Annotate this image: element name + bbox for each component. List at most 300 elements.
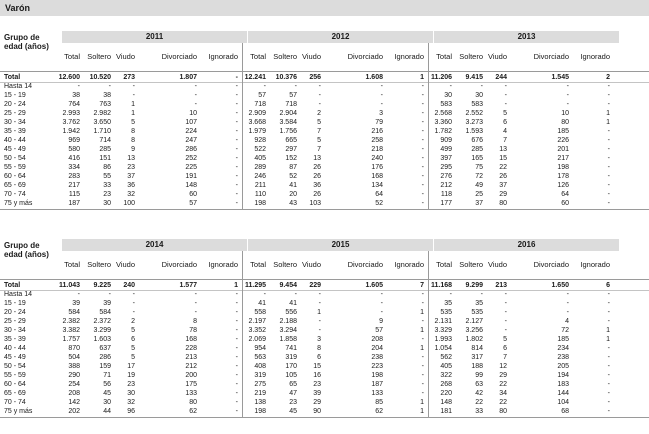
table-cell: 19 <box>127 372 135 379</box>
table-cell: 1.593 <box>465 128 483 135</box>
table-cell: - <box>235 345 238 352</box>
table-cell: 225 <box>185 164 197 171</box>
table-cell: 47 <box>289 390 297 397</box>
age-group-label: 25 - 29 <box>4 110 26 117</box>
table-cell: 62 <box>189 408 197 415</box>
column-header: Ignorado <box>208 260 238 269</box>
table-cell: - <box>132 309 135 316</box>
table-cell: 285 <box>471 146 483 153</box>
table-cell: 676 <box>471 137 483 144</box>
table-cell: 7 <box>420 282 424 289</box>
table-cell: 2.188 <box>279 318 297 325</box>
table-cell: 118 <box>440 191 452 198</box>
table-cell: 1.993 <box>434 336 452 343</box>
table-cell: - <box>235 399 238 406</box>
table-cell: - <box>607 399 610 406</box>
table-cell: 80 <box>189 399 197 406</box>
table-cell: 218 <box>371 146 383 153</box>
table-cell: - <box>318 101 321 108</box>
column-header: Divorciado <box>161 52 197 61</box>
table-cell: 13 <box>499 146 507 153</box>
age-group-label: 35 - 39 <box>4 128 26 135</box>
table-cell: - <box>566 300 569 307</box>
table-cell: 584 <box>99 309 111 316</box>
table-cell: 23 <box>127 381 135 388</box>
table-cell: - <box>421 381 424 388</box>
table-cell: 205 <box>557 363 569 370</box>
table-cell: - <box>318 92 321 99</box>
table-cell: - <box>235 372 238 379</box>
table-cell: 32 <box>127 399 135 406</box>
table-cell: 23 <box>103 191 111 198</box>
table-cell: - <box>504 318 507 325</box>
table-cell: 580 <box>68 146 80 153</box>
table-cell: - <box>607 182 610 189</box>
table-cell: 6 <box>503 119 507 126</box>
table-cell: 295 <box>440 164 452 171</box>
column-header: Total <box>436 260 452 269</box>
age-group-label: 15 - 19 <box>4 92 26 99</box>
table-cell: 212 <box>440 182 452 189</box>
table-cell: 2.904 <box>279 110 297 117</box>
table-cell: - <box>194 291 197 298</box>
table-cell: 3.584 <box>279 119 297 126</box>
table-cell: 9 <box>379 318 383 325</box>
table-cell: - <box>132 291 135 298</box>
table-cell: 244 <box>495 74 507 81</box>
table-cell: 7 <box>503 354 507 361</box>
table-cell: 96 <box>127 408 135 415</box>
table-cell: - <box>235 354 238 361</box>
table-cell: - <box>318 318 321 325</box>
table-cell: - <box>235 363 238 370</box>
table-cell: 183 <box>557 381 569 388</box>
table-cell: - <box>235 173 238 180</box>
table-cell: 5 <box>317 137 321 144</box>
table-cell: 504 <box>68 354 80 361</box>
table-cell: 198 <box>557 164 569 171</box>
age-group-label: Hasta 14 <box>4 83 33 90</box>
table-cell: 87 <box>289 164 297 171</box>
table-cell: - <box>235 101 238 108</box>
column-header: Viudo <box>487 260 507 269</box>
column-header: Ignorado <box>580 52 610 61</box>
table-cell: 2.993 <box>62 110 80 117</box>
table-cell: - <box>318 83 321 90</box>
table-cell: 9.415 <box>465 74 483 81</box>
table-cell: - <box>421 137 424 144</box>
table-cell: 240 <box>371 155 383 162</box>
table-cell: 213 <box>185 354 197 361</box>
table-cell: 23 <box>127 164 135 171</box>
table-cell: 11.206 <box>430 74 452 81</box>
table-cell: 718 <box>285 101 297 108</box>
table-cell: 405 <box>440 363 452 370</box>
age-group-label: 35 - 39 <box>4 336 26 343</box>
table-cell: 870 <box>68 345 80 352</box>
table-cell: 198 <box>254 200 266 207</box>
age-group-header: Grupo de edad (años) <box>4 241 49 259</box>
table-cell: 22 <box>499 399 507 406</box>
table-cell: 3.668 <box>248 119 266 126</box>
table-cell: 322 <box>440 372 452 379</box>
table-cell: - <box>607 300 610 307</box>
table-cell: 201 <box>557 146 569 153</box>
table-cell: 115 <box>68 191 80 198</box>
table-cell: 80 <box>561 119 569 126</box>
block-separator <box>242 43 243 209</box>
table-cell: 12.241 <box>244 74 266 81</box>
age-group-label: 30 - 34 <box>4 327 26 334</box>
table-cell: 1 <box>606 327 610 334</box>
table-cell: 238 <box>557 354 569 361</box>
table-cell: - <box>607 381 610 388</box>
table-cell: 38 <box>103 92 111 99</box>
table-cell: 211 <box>254 182 266 189</box>
table-cell: - <box>318 300 321 307</box>
table-cell: 57 <box>375 327 383 334</box>
age-group-label: 40 - 44 <box>4 345 26 352</box>
column-header: Total <box>250 260 266 269</box>
table-cell: 33 <box>103 182 111 189</box>
table-cell: 969 <box>68 137 80 144</box>
table-cell: - <box>235 191 238 198</box>
table-cell: 176 <box>371 164 383 171</box>
table-cell: 107 <box>185 119 197 126</box>
table-cell: - <box>607 345 610 352</box>
table-cell: - <box>235 309 238 316</box>
table-cell: 246 <box>254 173 266 180</box>
table-cell: 584 <box>68 309 80 316</box>
table-cell: 12.600 <box>58 74 80 81</box>
table-cell: 408 <box>254 363 266 370</box>
table-cell: 1.710 <box>93 128 111 135</box>
table-cell: 285 <box>99 146 111 153</box>
table-cell: - <box>235 390 238 397</box>
column-header: Total <box>64 52 80 61</box>
table-cell: 247 <box>185 137 197 144</box>
table-cell: 105 <box>285 372 297 379</box>
table-cell: - <box>235 119 238 126</box>
table-cell: 718 <box>254 101 266 108</box>
table-cell: 86 <box>103 164 111 171</box>
column-header: Viudo <box>115 52 135 61</box>
table-cell: - <box>235 327 238 334</box>
table-cell: - <box>132 300 135 307</box>
table-cell: - <box>235 83 238 90</box>
table-cell: 104 <box>557 399 569 406</box>
table-cell: 3.294 <box>279 327 297 334</box>
table-cell: - <box>194 92 197 99</box>
year-header: 2015 <box>248 239 433 251</box>
table-cell: 5 <box>131 354 135 361</box>
table-cell: 2.568 <box>434 110 452 117</box>
age-group-label: 60 - 64 <box>4 381 26 388</box>
table-cell: - <box>566 92 569 99</box>
table-cell: 319 <box>254 372 266 379</box>
table-cell: 2 <box>131 318 135 325</box>
table-cell: 25 <box>475 191 483 198</box>
table-cell: - <box>566 309 569 316</box>
table-cell: - <box>380 309 383 316</box>
table-cell: - <box>607 318 610 325</box>
table-cell: 665 <box>285 137 297 144</box>
table-cell: 5 <box>131 327 135 334</box>
table-cell: 8 <box>131 128 135 135</box>
table-cell: - <box>421 318 424 325</box>
table-cell: 1.802 <box>465 336 483 343</box>
table-cell: 556 <box>285 309 297 316</box>
table-cell: 1.054 <box>434 345 452 352</box>
table-cell: - <box>607 146 610 153</box>
table-cell: 30 <box>444 92 452 99</box>
column-header: Soltero <box>459 52 483 61</box>
age-group-label: 25 - 29 <box>4 318 26 325</box>
year-header: 2012 <box>248 31 433 43</box>
table-cell: 26 <box>313 191 321 198</box>
table-cell: 63 <box>475 381 483 388</box>
panel-bottom-line <box>0 209 649 210</box>
table-cell: 11.168 <box>430 282 452 289</box>
age-group-label: 30 - 34 <box>4 119 26 126</box>
table-cell: - <box>421 146 424 153</box>
table-cell: 5 <box>503 110 507 117</box>
table-cell: 1.603 <box>93 336 111 343</box>
table-cell: 6 <box>317 354 321 361</box>
table-cell: 334 <box>68 164 80 171</box>
table-cell: 9.299 <box>465 282 483 289</box>
table-cell: 26 <box>313 173 321 180</box>
table-cell: - <box>235 146 238 153</box>
table-cell: 583 <box>471 101 483 108</box>
table-cell: 133 <box>185 390 197 397</box>
table-cell: - <box>194 83 197 90</box>
table-cell: 30 <box>103 399 111 406</box>
table-cell: 208 <box>371 336 383 343</box>
table-cell: - <box>480 83 483 90</box>
table-cell: 170 <box>285 363 297 370</box>
table-cell: 12 <box>499 363 507 370</box>
table-cell: 3.299 <box>93 327 111 334</box>
table-cell: 208 <box>68 390 80 397</box>
table-cell: 1 <box>420 74 424 81</box>
table-cell: 100 <box>123 200 135 207</box>
table-cell: 1 <box>606 110 610 117</box>
table-cell: - <box>235 164 238 171</box>
table-cell: 1.942 <box>62 128 80 135</box>
table-cell: - <box>235 408 238 415</box>
table-cell: 188 <box>471 363 483 370</box>
table-cell: 2 <box>606 74 610 81</box>
age-group-header: Grupo de edad (años) <box>4 33 49 51</box>
table-cell: 2.127 <box>465 318 483 325</box>
table-cell: 3.360 <box>434 119 452 126</box>
table-cell: 30 <box>475 92 483 99</box>
table-cell: 1 <box>234 282 238 289</box>
table-cell: 133 <box>371 390 383 397</box>
table-cell: 954 <box>254 345 266 352</box>
table-cell: 45 <box>103 390 111 397</box>
table-cell: - <box>194 300 197 307</box>
table-cell: 144 <box>557 390 569 397</box>
age-group-label: 55 - 59 <box>4 164 26 171</box>
table-cell: 7 <box>317 146 321 153</box>
table-cell: 5 <box>131 119 135 126</box>
table-cell: 297 <box>285 146 297 153</box>
table-cell: 62 <box>375 408 383 415</box>
table-cell: - <box>421 372 424 379</box>
table-cell: - <box>235 291 238 298</box>
table-cell: 228 <box>185 345 197 352</box>
table-cell: 52 <box>289 173 297 180</box>
table-cell: 6 <box>606 282 610 289</box>
table-cell: 217 <box>68 182 80 189</box>
table-cell: - <box>108 291 111 298</box>
table-cell: - <box>235 300 238 307</box>
block-separator <box>242 251 243 417</box>
table-cell: 52 <box>375 200 383 207</box>
table-cell: - <box>294 83 297 90</box>
table-cell: 535 <box>440 309 452 316</box>
table-cell: 1 <box>420 408 424 415</box>
table-cell: 198 <box>254 408 266 415</box>
table-cell: 45 <box>289 408 297 415</box>
table-cell: 42 <box>475 390 483 397</box>
table-title: Varón <box>0 0 649 16</box>
table-cell: 388 <box>68 363 80 370</box>
table-cell: 254 <box>68 381 80 388</box>
table-cell: 60 <box>189 191 197 198</box>
table-cell: 78 <box>189 327 197 334</box>
table-cell: 741 <box>285 345 297 352</box>
table-cell: 289 <box>254 164 266 171</box>
table-cell: 216 <box>371 128 383 135</box>
table-cell: 13 <box>127 155 135 162</box>
column-header: Total <box>250 52 266 61</box>
table-cell: 8 <box>193 318 197 325</box>
table-cell: - <box>235 74 238 81</box>
table-cell: 165 <box>471 155 483 162</box>
table-cell: - <box>504 291 507 298</box>
table-cell: - <box>421 390 424 397</box>
table-cell: - <box>235 92 238 99</box>
table-cell: 286 <box>99 354 111 361</box>
table-cell: - <box>607 291 610 298</box>
table-cell: - <box>235 110 238 117</box>
table-cell: 187 <box>68 200 80 207</box>
table-cell: - <box>421 191 424 198</box>
table-cell: - <box>480 291 483 298</box>
table-cell: - <box>421 155 424 162</box>
age-group-label: 40 - 44 <box>4 137 26 144</box>
table-cell: 29 <box>499 191 507 198</box>
table-cell: - <box>194 309 197 316</box>
table-cell: 6 <box>503 345 507 352</box>
table-cell: 16 <box>313 372 321 379</box>
table-cell: 204 <box>371 345 383 352</box>
table-cell: - <box>504 327 507 334</box>
column-header: Total <box>436 52 452 61</box>
table-cell: - <box>449 291 452 298</box>
table-cell: 13 <box>313 155 321 162</box>
table-cell: - <box>263 291 266 298</box>
table-cell: 57 <box>189 200 197 207</box>
table-cell: 1.782 <box>434 128 452 135</box>
table-cell: 185 <box>557 336 569 343</box>
table-cell: 928 <box>254 137 266 144</box>
column-header: Ignorado <box>580 260 610 269</box>
table-cell: 168 <box>371 173 383 180</box>
table-cell: - <box>421 291 424 298</box>
table-cell: 5 <box>317 119 321 126</box>
age-group-label: 45 - 49 <box>4 146 26 153</box>
table-cell: 3.352 <box>248 327 266 334</box>
table-cell: - <box>380 83 383 90</box>
table-cell: 1.650 <box>551 282 569 289</box>
table-cell: - <box>132 83 135 90</box>
header-divider <box>0 279 649 280</box>
table-cell: 99 <box>475 372 483 379</box>
table-cell: 8 <box>317 345 321 352</box>
table-cell: 3.273 <box>465 119 483 126</box>
table-cell: 26 <box>313 164 321 171</box>
table-cell: 2.372 <box>93 318 111 325</box>
table-cell: 36 <box>127 182 135 189</box>
table-cell: 6 <box>131 336 135 343</box>
table-cell: - <box>421 119 424 126</box>
table-cell: - <box>607 155 610 162</box>
table-cell: 181 <box>440 408 452 415</box>
table-cell: 80 <box>499 408 507 415</box>
table-cell: - <box>566 291 569 298</box>
age-group-label: 75 y más <box>4 408 33 415</box>
table-cell: 194 <box>557 372 569 379</box>
table-cell: 11.043 <box>58 282 80 289</box>
table-cell: 23 <box>289 399 297 406</box>
table-cell: 2.382 <box>62 318 80 325</box>
table-cell: 3.762 <box>62 119 80 126</box>
table-cell: 3 <box>379 110 383 117</box>
table-cell: - <box>607 164 610 171</box>
table-cell: 290 <box>68 372 80 379</box>
table-cell: - <box>504 309 507 316</box>
table-cell: 80 <box>499 200 507 207</box>
table-cell: - <box>607 309 610 316</box>
table-cell: 397 <box>440 155 452 162</box>
table-cell: - <box>235 155 238 162</box>
table-cell: 142 <box>68 399 80 406</box>
table-cell: - <box>263 83 266 90</box>
table-cell: 9.454 <box>279 282 297 289</box>
table-cell: - <box>607 173 610 180</box>
table-cell: 159 <box>99 363 111 370</box>
table-cell: 22 <box>475 399 483 406</box>
table-cell: 10.520 <box>89 74 111 81</box>
table-cell: 57 <box>258 92 266 99</box>
column-header: Ignorado <box>394 260 424 269</box>
table-cell: - <box>607 363 610 370</box>
table-cell: 110 <box>254 191 266 198</box>
table-cell: 1 <box>606 336 610 343</box>
table-cell: 37 <box>475 200 483 207</box>
table-cell: 10 <box>189 110 197 117</box>
age-group-label: 20 - 24 <box>4 101 26 108</box>
table-cell: 219 <box>254 390 266 397</box>
table-cell: 33 <box>475 408 483 415</box>
table-cell: - <box>77 83 80 90</box>
table-cell: - <box>504 300 507 307</box>
table-cell: 276 <box>440 173 452 180</box>
